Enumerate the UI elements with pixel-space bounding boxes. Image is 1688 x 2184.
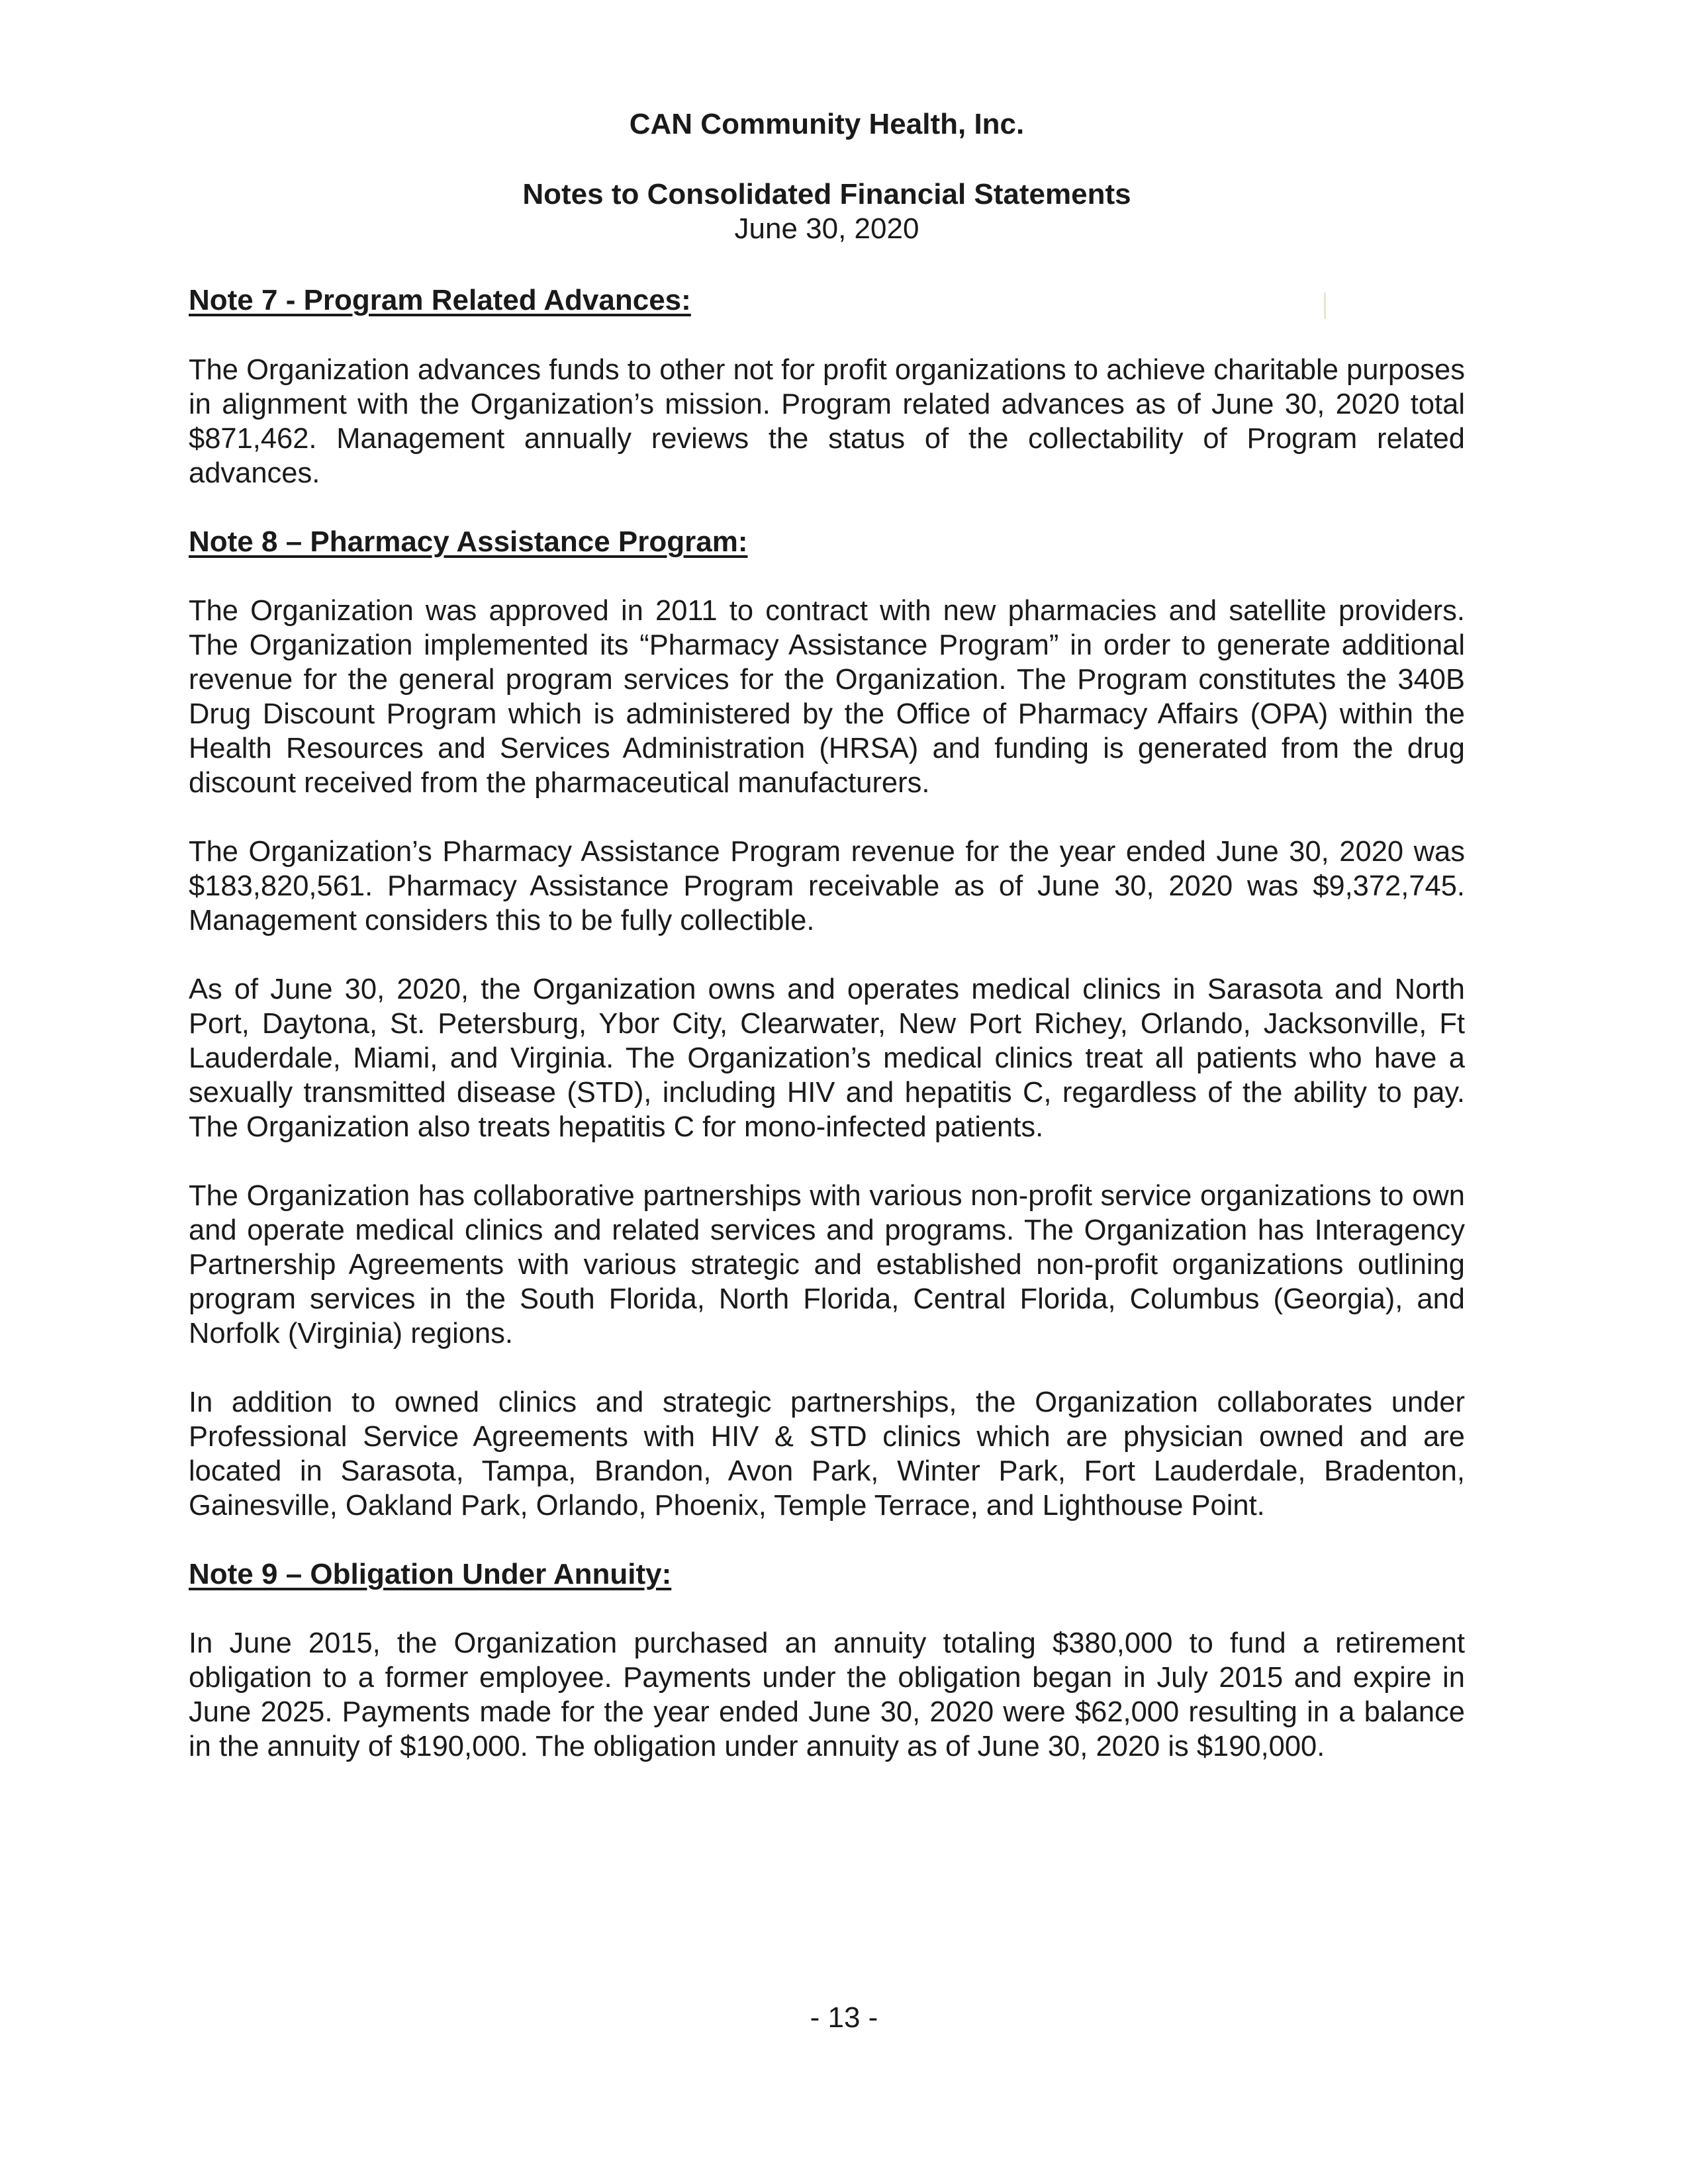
note-8-paragraph-2: The Organization’s Pharmacy Assistance Program revenue for the year ended June 30, 2020 was $183,820,561. Pharmacy Assistance Program receivable as of June 30, 2020 was $9,372,745. Management considers this to be fully collectible. — [189, 836, 1465, 936]
note-9-heading: Note 9 – Obligation Under Annuity: — [189, 1558, 672, 1590]
note-7-paragraph-1: The Organization advances funds to other not for profit organizations to achieve charitable purposes in alignment with the Organization’s mission. Program related advances as of June 30, 2020 total $871,462. Management annually reviews the status of the collectability of Program related advances. — [189, 354, 1465, 489]
scan-artifact — [1324, 293, 1326, 319]
note-8-paragraph-4: The Organization has collaborative partnerships with various non-profit service organizations to own and operate medical clinics and related services and programs. The Organization has Interagency Partnership Agreements with various strategic and established non-profit organizations outlining program services in the South Florida, North Florida, Central Florida, Columbus (Georgia), and Norfolk (Virginia) regions. — [189, 1180, 1465, 1349]
document-date: June 30, 2020 — [734, 212, 919, 245]
document-title: Notes to Consolidated Financial Statements — [522, 178, 1131, 210]
note-8-paragraph-3: As of June 30, 2020, the Organization owns and operates medical clinics in Sarasota and North Port, Daytona, St. Petersburg, Ybor City, Clearwater, New Port Richey, Orlando, Jacksonville, Ft Lauderdale, Miami, and Virginia. The Organization’s medical clinics treat all patients who have a sexually transmitted disease (STD), including HIV and hepatitis C, regardless of the ability to pay. The Organization also treats hepatitis C for mono-infected patients. — [189, 974, 1465, 1143]
note-7-heading: Note 7 - Program Related Advances: — [189, 284, 691, 316]
note-9-paragraph-1: In June 2015, the Organization purchased an annuity totaling $380,000 to fund a retirement obligation to a former employee. Payments under the obligation began in July 2015 and expire in June 2025. Payments made for the year ended June 30, 2020 were $62,000 resulting in a balance in the annuity of $190,000. The obligation under annuity as of June 30, 2020 is $190,000. — [189, 1627, 1465, 1762]
note-8-heading: Note 8 – Pharmacy Assistance Program: — [189, 525, 748, 558]
note-8-paragraph-5: In addition to owned clinics and strategic partnerships, the Organization collaborates under Professional Service Agreements with HIV & STD clinics which are physician owned and are located in Sarasota, Tampa, Brandon, Avon Park, Winter Park, Fort Lauderdale, Bradenton, Gainesville, Oakland Park, Orlando, Phoenix, Temple Terrace, and Lighthouse Point. — [189, 1387, 1465, 1522]
page-number: - 13 - — [810, 2001, 878, 2034]
note-8-paragraph-1: The Organization was approved in 2011 to contract with new pharmacies and satellite providers. The Organization implemented its “Pharmacy Assistance Program” in order to generate additional revenue for the general program services for the Organization. The Program constitutes the 340B Drug Discount Program which is administered by the Office of Pharmacy Affairs (OPA) within the Health Resources and Services Administration (HRSA) and funding is generated from the drug discount received from the pharmaceutical manufacturers. — [189, 595, 1465, 799]
organization-name: CAN Community Health, Inc. — [629, 108, 1025, 140]
